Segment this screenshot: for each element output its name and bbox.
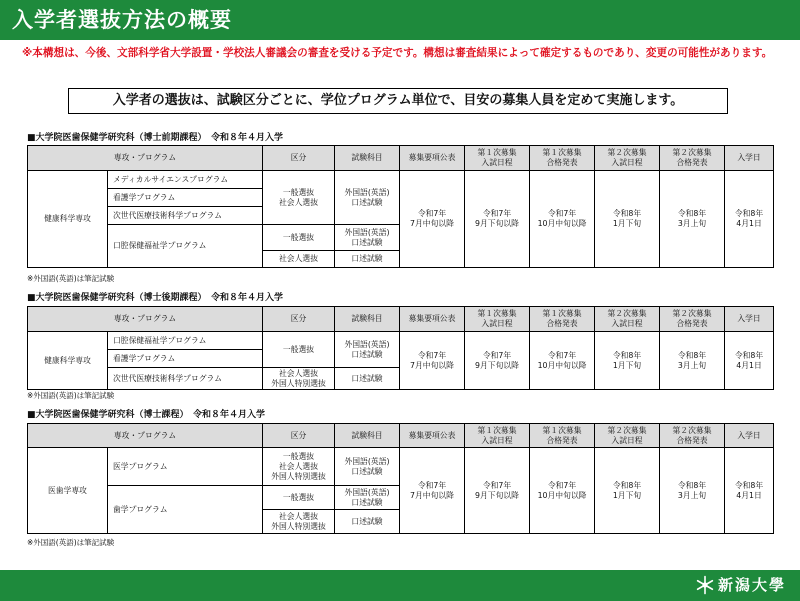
- page-title: 入学者選抜方法の概要: [12, 8, 232, 32]
- second-exam-date: 令和8年 1月下旬: [595, 332, 660, 390]
- second-result-date: 令和8年 3月上旬: [660, 171, 725, 268]
- col-header-subjects: 試験科目: [335, 307, 400, 332]
- section-note: ※外国語(英語)は筆記試験: [27, 274, 115, 283]
- announce-date: 令和7年 7月中旬以降: [400, 448, 465, 534]
- category-cell: 社会人選抜 外国人特別選抜: [263, 510, 335, 534]
- major-name: 健康科学専攻: [28, 171, 108, 268]
- subjects-cell: 口述試験: [335, 251, 400, 268]
- subjects-cell: 外国語(英語) 口述試験: [335, 171, 400, 225]
- col-header-announce: 募集要項公表: [400, 424, 465, 448]
- program-name: 口腔保健福祉学プログラム: [108, 225, 263, 268]
- second-result-date: 令和8年 3月上旬: [660, 332, 725, 390]
- col-header-first-result: 第１次募集 合格発表: [530, 424, 595, 448]
- schedule-table-masters: [27, 145, 774, 268]
- header-bar: [0, 0, 800, 40]
- col-header-second-result: 第２次募集 合格発表: [660, 424, 725, 448]
- first-exam-date: 令和7年 9月下旬以降: [465, 171, 530, 268]
- col-header-program: 専攻・プログラム: [28, 424, 263, 448]
- col-header-category: 区分: [263, 146, 335, 171]
- section-title-doctoral-later: ■大学院医歯保健学研究科（博士後期課程） 令和８年４月入学: [27, 293, 284, 303]
- category-cell: 一般選抜 社会人選抜 外国人特別選抜: [263, 448, 335, 486]
- col-header-first-exam: 第１次募集 入試日程: [465, 146, 530, 171]
- col-header-first-exam: 第１次募集 入試日程: [465, 424, 530, 448]
- footer-bar: [0, 570, 800, 601]
- category-cell: 社会人選抜 外国人特別選抜: [263, 368, 335, 390]
- category-cell: 一般選抜: [263, 225, 335, 251]
- first-exam-date: 令和7年 9月下旬以降: [465, 448, 530, 534]
- major-name: 健康科学専攻: [28, 332, 108, 390]
- first-exam-date: 令和7年 9月下旬以降: [465, 332, 530, 390]
- col-header-first-result: 第１次募集 合格発表: [530, 146, 595, 171]
- category-cell: 一般選抜 社会人選抜: [263, 171, 335, 225]
- program-name: 看護学プログラム: [108, 189, 263, 207]
- col-header-category: 区分: [263, 424, 335, 448]
- program-name: 口腔保健福祉学プログラム: [108, 332, 263, 350]
- second-exam-date: 令和8年 1月下旬: [595, 448, 660, 534]
- col-header-program: 専攻・プログラム: [28, 307, 263, 332]
- program-name: メディカルサイエンスプログラム: [108, 171, 263, 189]
- section-title-doctoral: ■大学院医歯保健学研究科（博士課程） 令和８年４月入学: [27, 410, 266, 420]
- schedule-table-doctoral-later: [27, 306, 774, 390]
- col-header-second-exam: 第２次募集 入試日程: [595, 424, 660, 448]
- category-cell: 社会人選抜: [263, 251, 335, 268]
- program-name: 医学プログラム: [108, 448, 263, 486]
- university-logo: [695, 574, 786, 596]
- second-exam-date: 令和8年 1月下旬: [595, 171, 660, 268]
- col-header-enroll: 入学日: [725, 146, 774, 171]
- first-result-date: 令和7年 10月中旬以降: [530, 332, 595, 390]
- col-header-announce: 募集要項公表: [400, 146, 465, 171]
- col-header-first-result: 第１次募集 合格発表: [530, 307, 595, 332]
- subjects-cell: 外国語(英語) 口述試験: [335, 486, 400, 510]
- selection-policy-box: 入学者の選抜は、試験区分ごとに、学位プログラム単位で、目安の募集人員を定めて実施します。: [68, 88, 728, 114]
- col-header-second-exam: 第２次募集 入試日程: [595, 146, 660, 171]
- major-name: 医歯学専攻: [28, 448, 108, 534]
- subjects-cell: 口述試験: [335, 510, 400, 534]
- announce-date: 令和7年 7月中旬以降: [400, 332, 465, 390]
- col-header-enroll: 入学日: [725, 307, 774, 332]
- second-result-date: 令和8年 3月上旬: [660, 448, 725, 534]
- section-title-masters: ■大学院医歯保健学研究科（博士前期課程） 令和８年４月入学: [27, 133, 284, 143]
- program-name: 歯学プログラム: [108, 486, 263, 534]
- category-cell: 一般選抜: [263, 332, 335, 368]
- enroll-date: 令和8年 4月1日: [725, 448, 774, 534]
- category-cell: 一般選抜: [263, 486, 335, 510]
- enroll-date: 令和8年 4月1日: [725, 332, 774, 390]
- university-name: 新潟大學: [717, 576, 786, 594]
- col-header-second-exam: 第２次募集 入試日程: [595, 307, 660, 332]
- section-note: ※外国語(英語)は筆記試験: [27, 391, 115, 400]
- col-header-second-result: 第２次募集 合格発表: [660, 146, 725, 171]
- enroll-date: 令和8年 4月1日: [725, 171, 774, 268]
- snowflake-emblem-icon: [695, 575, 715, 595]
- schedule-table-doctoral: [27, 423, 774, 534]
- col-header-second-result: 第２次募集 合格発表: [660, 307, 725, 332]
- subjects-cell: 外国語(英語) 口述試験: [335, 225, 400, 251]
- col-header-category: 区分: [263, 307, 335, 332]
- subjects-cell: 外国語(英語) 口述試験: [335, 448, 400, 486]
- announce-date: 令和7年 7月中旬以降: [400, 171, 465, 268]
- disclaimer-notice: ※本構想は、今後、文部科学省大学設置・学校法人審議会の審査を受ける予定です。構想は審査結果によって確定するものであり、変更の可能性があります。: [22, 47, 773, 59]
- col-header-enroll: 入学日: [725, 424, 774, 448]
- program-name: 看護学プログラム: [108, 350, 263, 368]
- program-name: 次世代医療技術科学プログラム: [108, 368, 263, 390]
- col-header-subjects: 試験科目: [335, 424, 400, 448]
- col-header-program: 専攻・プログラム: [28, 146, 263, 171]
- program-name: 次世代医療技術科学プログラム: [108, 207, 263, 225]
- col-header-subjects: 試験科目: [335, 146, 400, 171]
- section-note: ※外国語(英語)は筆記試験: [27, 538, 115, 547]
- col-header-announce: 募集要項公表: [400, 307, 465, 332]
- first-result-date: 令和7年 10月中旬以降: [530, 448, 595, 534]
- first-result-date: 令和7年 10月中旬以降: [530, 171, 595, 268]
- subjects-cell: 口述試験: [335, 368, 400, 390]
- col-header-first-exam: 第１次募集 入試日程: [465, 307, 530, 332]
- subjects-cell: 外国語(英語) 口述試験: [335, 332, 400, 368]
